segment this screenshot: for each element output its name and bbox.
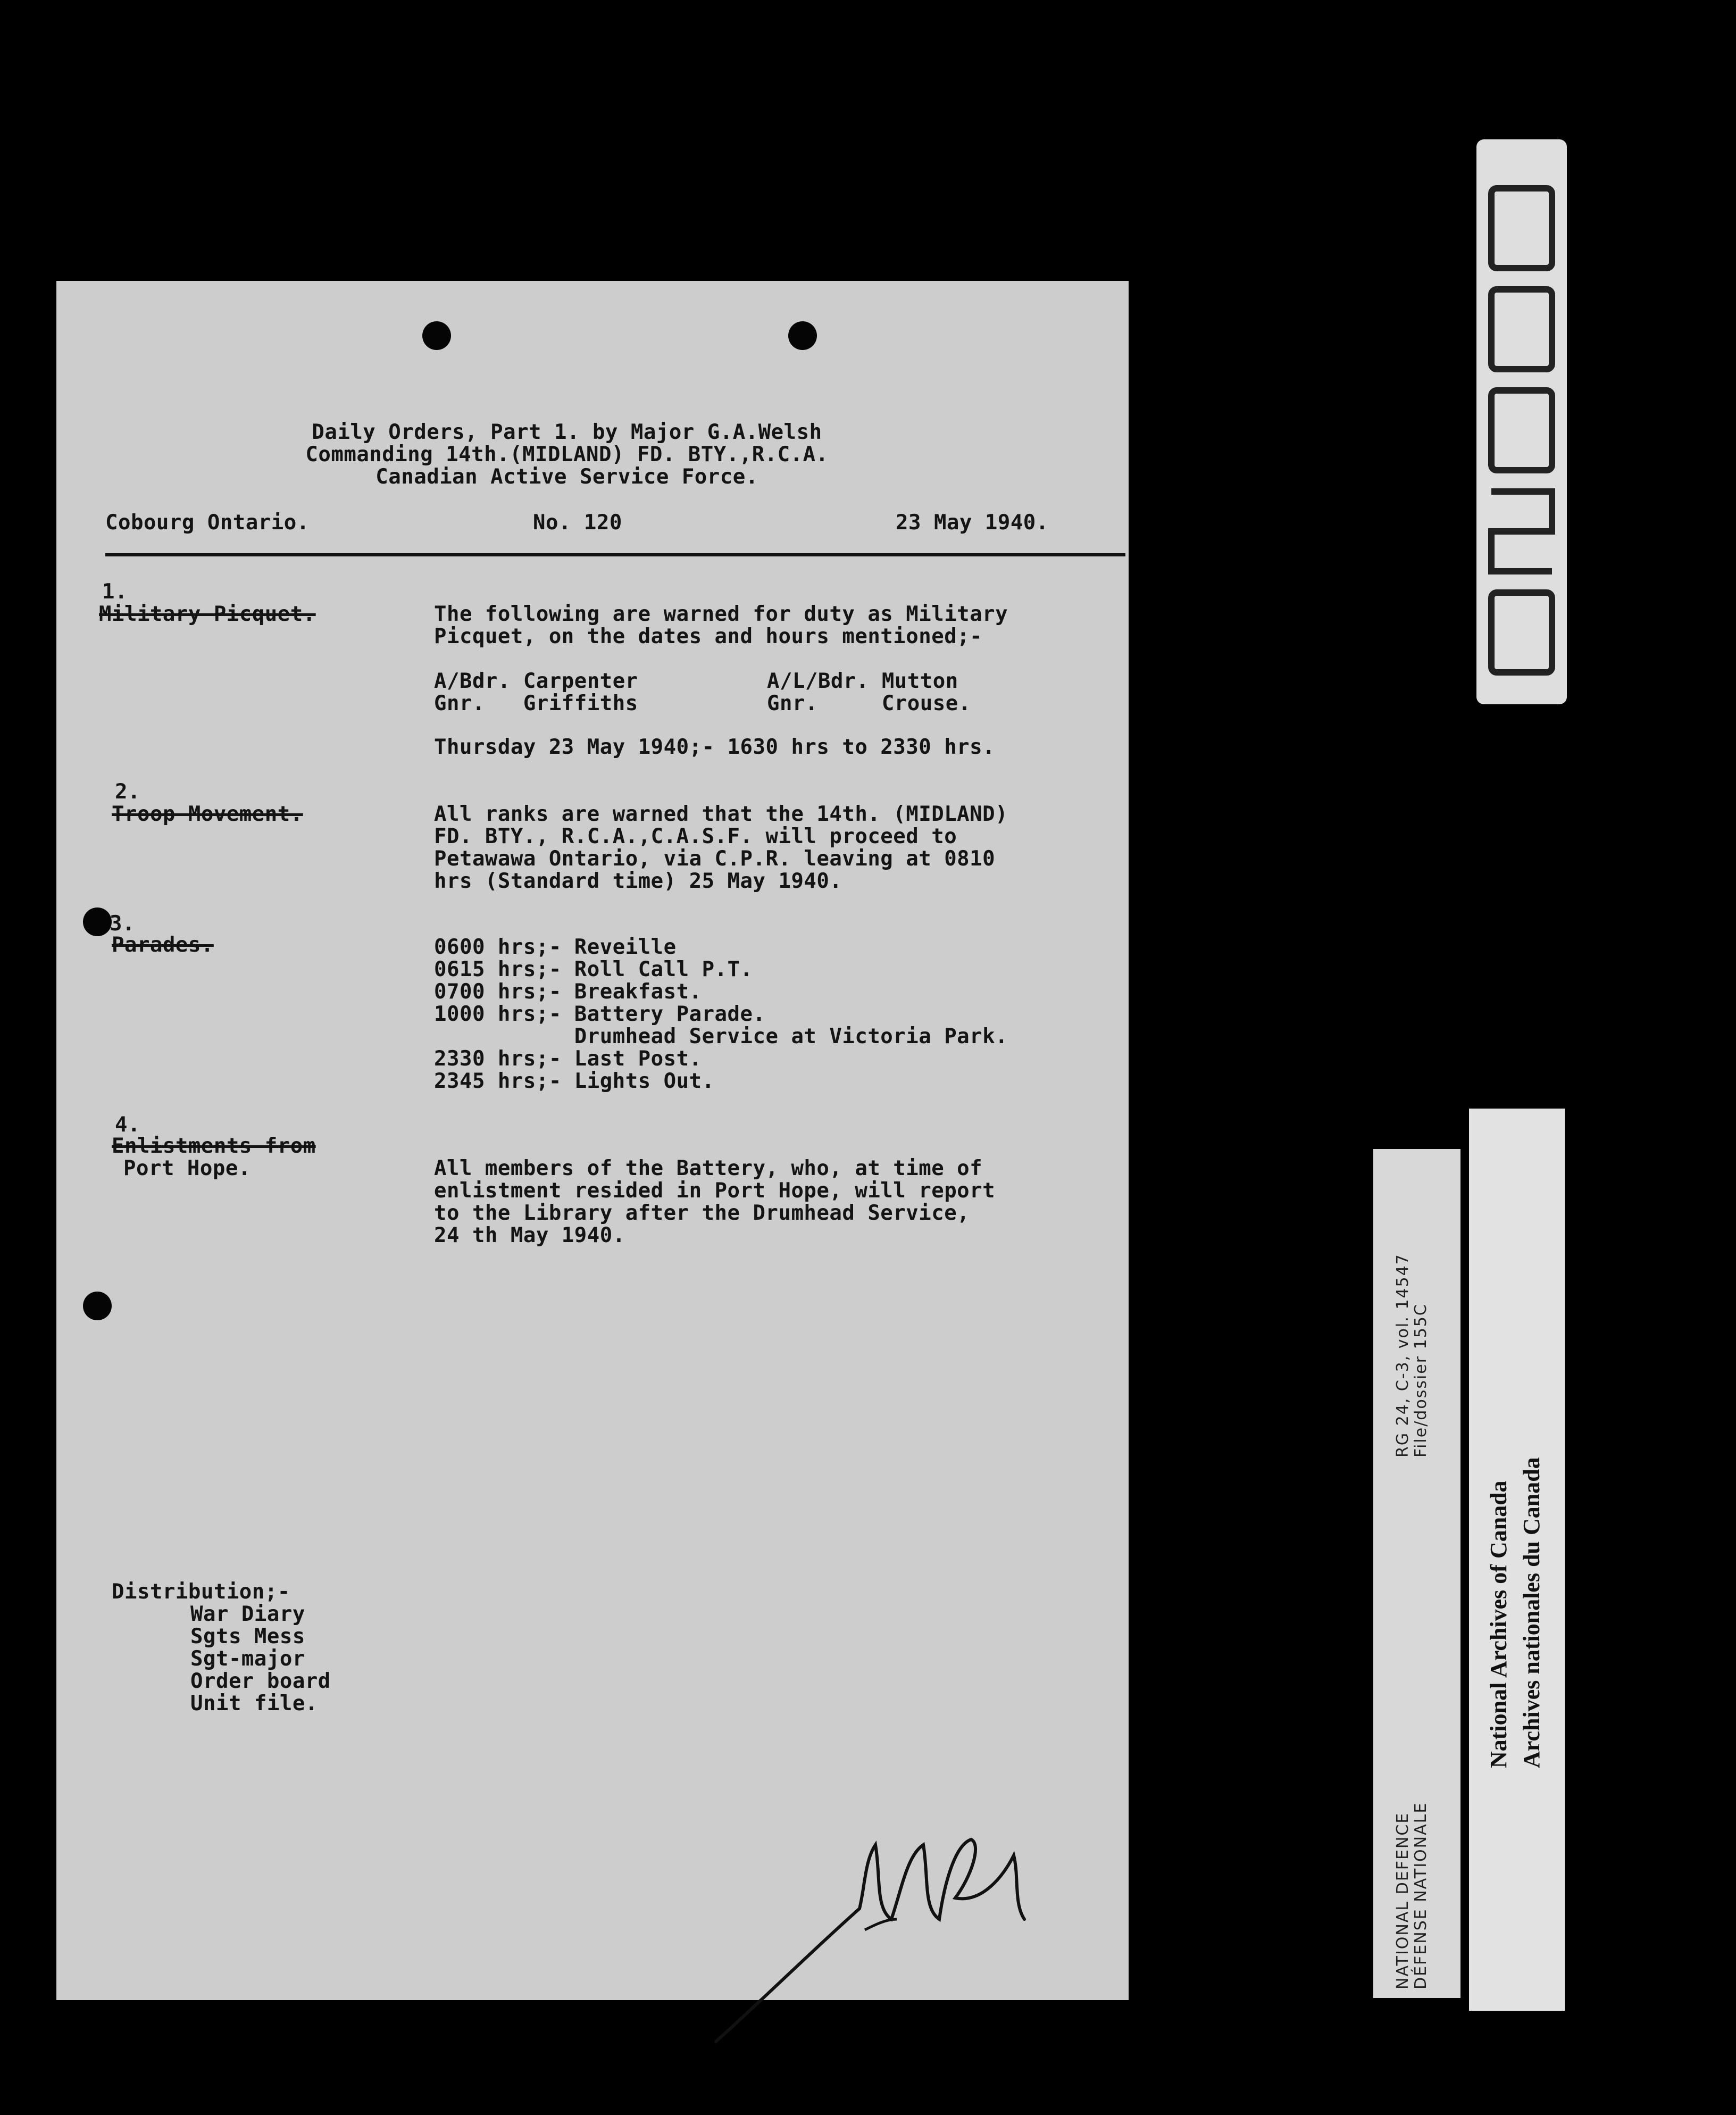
parade-item-2: 0615 hrs;- Roll Call P.T. — [434, 957, 753, 981]
distribution-item-2: Sgts Mess — [190, 1625, 305, 1648]
frame-number-digits — [1476, 139, 1567, 704]
distribution-item-1: War Diary — [190, 1602, 305, 1626]
reference-line-2: File/dossier 155C — [1412, 1303, 1430, 1458]
section-2-body-4: hrs (Standard time) 25 May 1940. — [434, 869, 842, 893]
punch-hole-left-lower — [83, 1292, 112, 1320]
section-1-body-1: The following are warned for duty as Military — [434, 602, 1008, 626]
section-1-name-1: A/Bdr. Carpenter — [434, 669, 638, 693]
distribution-item-5: Unit file. — [190, 1692, 318, 1716]
parade-item-1: 0600 hrs;- Reveille — [434, 935, 677, 959]
order-date: 23 May 1940. — [896, 511, 1049, 535]
archives-name-fr: Archives nationales du Canada — [1518, 1457, 1545, 1768]
document-page — [56, 281, 1129, 2000]
header-line-3: Canadian Active Service Force. — [375, 465, 758, 489]
section-1-time: Thursday 23 May 1940;- 1630 hrs to 2330 hrs. — [434, 735, 996, 759]
section-2-title: Troop Movement. — [112, 802, 303, 826]
parade-item-6: 2330 hrs;- Last Post. — [434, 1047, 702, 1071]
parade-item-4: 1000 hrs;- Battery Parade. — [434, 1002, 766, 1026]
distribution-item-3: Sgt-major — [190, 1647, 305, 1671]
section-3-title: Parades. — [112, 933, 214, 957]
distribution-item-4: Order board — [190, 1669, 331, 1693]
header-line-1: Daily Orders, Part 1. by Major G.A.Welsh — [312, 420, 822, 444]
department-line-1: NATIONAL DEFENCE — [1393, 1812, 1412, 1989]
section-4-body-1: All members of the Battery, who, at time of — [434, 1156, 983, 1180]
header-line-2: Commanding 14th.(MIDLAND) FD. BTY.,R.C.A. — [305, 443, 829, 467]
parade-item-3: 0700 hrs;- Breakfast. — [434, 980, 702, 1004]
distribution-heading: Distribution;- — [112, 1580, 290, 1604]
order-number: No. 120 — [533, 511, 622, 535]
order-place: Cobourg Ontario. — [105, 511, 310, 535]
section-2-body-1: All ranks are warned that the 14th. (MIDLAND) — [434, 802, 1008, 826]
parade-item-5: Drumhead Service at Victoria Park. — [434, 1025, 1008, 1048]
section-4-number: 4. — [115, 1113, 140, 1137]
archive-label-institution — [1469, 1109, 1565, 2011]
archive-label-reference — [1373, 1149, 1460, 1998]
section-1-title: Military Picquet. — [99, 602, 316, 626]
archives-name-en: National Archives of Canada — [1485, 1480, 1512, 1768]
punch-hole-top-right — [788, 321, 817, 350]
section-1-name-4: Gnr. Crouse. — [767, 692, 971, 715]
parade-item-7: 2345 hrs;- Lights Out. — [434, 1069, 715, 1093]
section-1-body-2: Picquet, on the dates and hours mentioned;- — [434, 624, 983, 648]
section-3-number: 3. — [110, 912, 135, 936]
section-4-body-4: 24 th May 1940. — [434, 1223, 625, 1247]
section-4-title-1: Enlistments from — [112, 1134, 316, 1158]
section-1-name-2: Gnr. Griffiths — [434, 692, 638, 715]
punch-hole-left-upper — [83, 907, 112, 936]
section-1-number: 1. — [102, 580, 128, 604]
department-line-2: DÉFENSE NATIONALE — [1412, 1802, 1430, 1989]
reference-line-1: RG 24, C-3, vol. 14547 — [1393, 1253, 1412, 1458]
section-4-body-2: enlistment resided in Port Hope, will report — [434, 1179, 996, 1203]
header-rule — [105, 553, 1125, 556]
frame-number-strip — [1476, 139, 1567, 704]
section-2-number: 2. — [115, 780, 140, 804]
section-2-body-3: Petawawa Ontario, via C.P.R. leaving at 0810 — [434, 847, 996, 871]
section-2-body-2: FD. BTY., R.C.A.,C.A.S.F. will proceed to — [434, 825, 957, 848]
punch-hole-top-left — [422, 321, 451, 350]
section-4-title-2: Port Hope. — [123, 1156, 251, 1180]
section-4-body-3: to the Library after the Drumhead Service, — [434, 1201, 970, 1225]
section-1-name-3: A/L/Bdr. Mutton — [767, 669, 958, 693]
signature — [705, 1653, 1046, 2058]
